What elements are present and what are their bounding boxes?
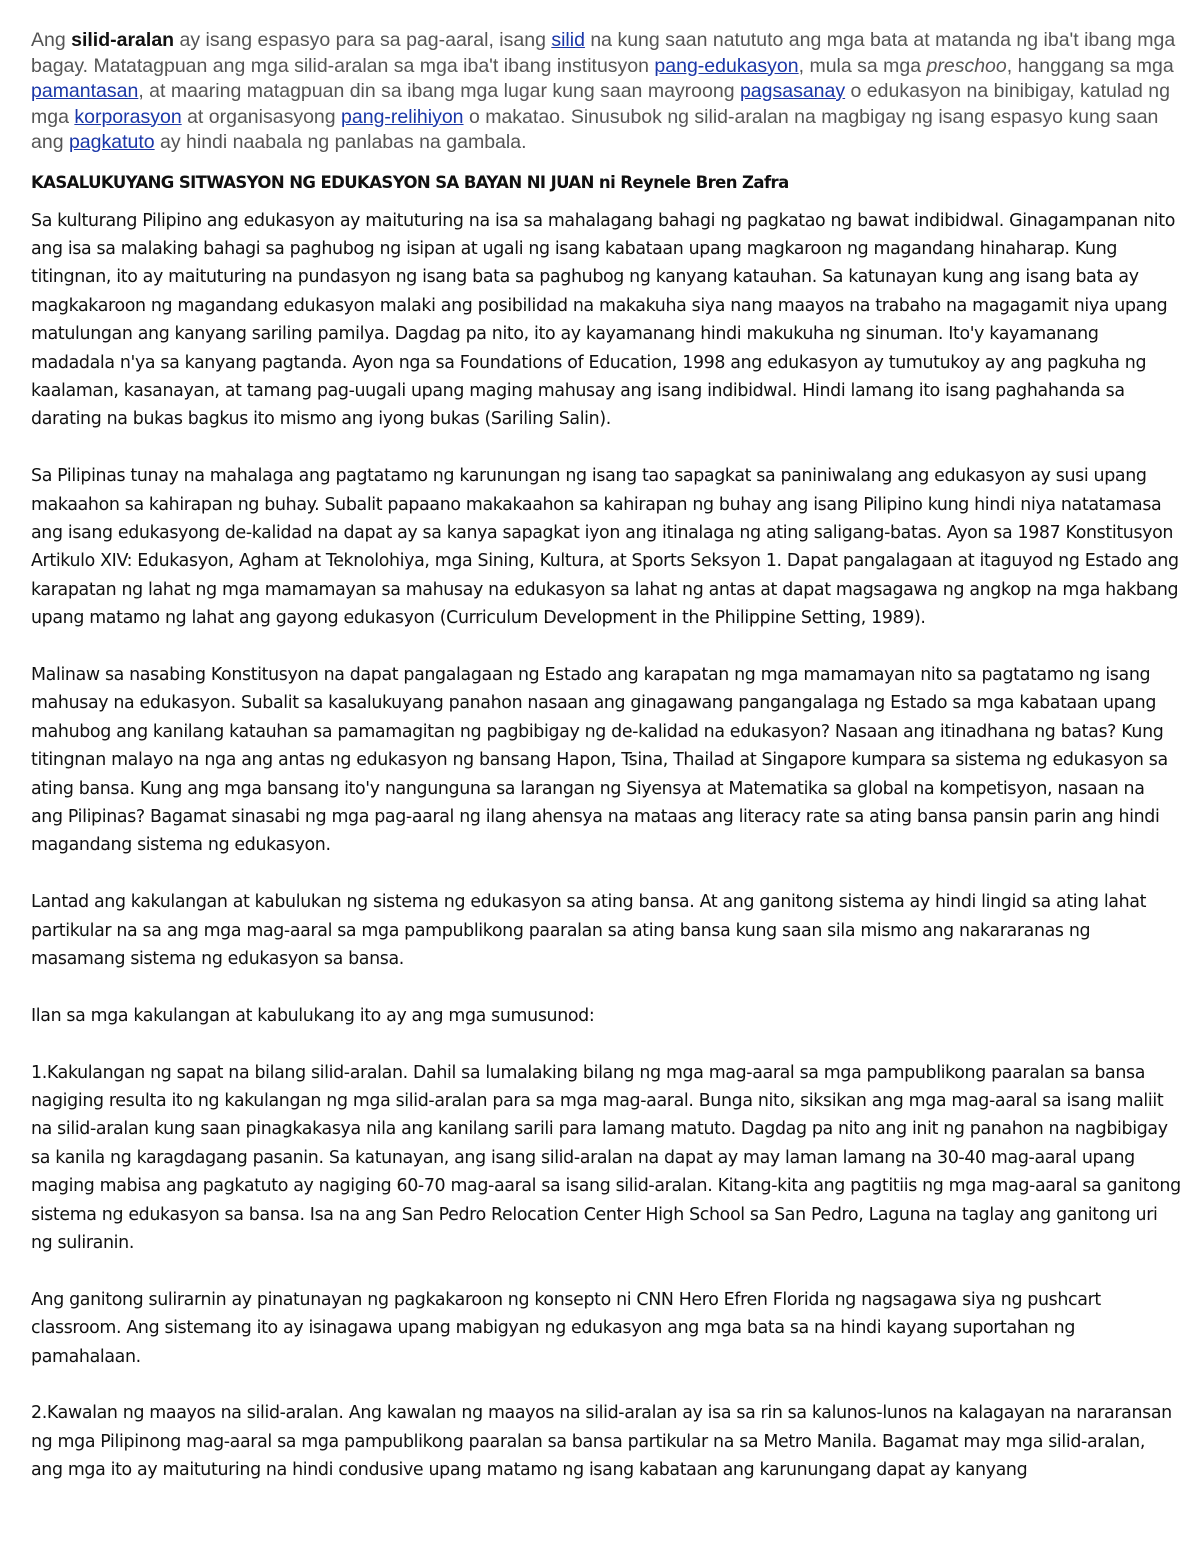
intro-preschool-term: preschoo [926, 54, 1007, 77]
intro-paragraph [31, 28, 1181, 156]
link-pang-relihiyon[interactable]: pang-relihiyon [341, 105, 464, 128]
article-paragraph: Malinaw sa nasabing Konstitusyon na dapat pangalagaan ng Estado ang karapatan ng mga mamamayan nito sa pagtatamo ng isang mahusay na edukasyon. Subalit sa kasalukuyang panahon nasaan ang ginagawang pangangalaga ng Estado sa mga kabataan upang mahubog ang kanilang katauhan sa pamamagitan ng pagbibigay ng de-kalidad na edukasyon? Nasaan ang itinadhana ng batas? Kung titingnan malayo na nga ang antas ng edukasyon ng bansang Hapon, Tsina, Thailad at Singapore kumpara sa sistema ng edukasyon sa ating bansa. Kung ang mga bansang ito'y nangunguna sa larangan ng Siyensya at Matematika sa global na kompetisyon, nasaan na ang Pilipinas? Bagamat sinasabi ng mga pag-aaral ng ilang ahensya na mataas ang literacy rate sa ating bansa pansin parin ang hindi magandang sistema ng edukasyon. [31, 664, 1168, 856]
article-paragraph: Sa Pilipinas tunay na mahalaga ang pagtatamo ng karunungan ng isang tao sapagkat sa paniniwalang ang edukasyon ay susi upang makaahon sa kahirapan ng buhay. Subalit papaano makakaahon sa kahirapan ng buhay ang isang Pilipino kung hindi niya natatamasa ang isang edukasyong de-kalidad na dapat ay sa kanya sapagkat iyon ang itinalaga ng ating saligang-batas. Ayon sa 1987 Konstitusyon Artikulo XIV: Edukasyon, Agham at Teknolohiya, mga Sining, Kultura, at Sports Seksyon 1. Dapat pangalagaan at itaguyod ng Estado ang karapatan ng lahat ng mga mamamayan sa mahusay na edukasyon sa lahat ng antas at dapat magsagawa ng angkop na mga hakbang upang matamo ng lahat ang gayong edukasyon (Curriculum Development in the Philippine Setting, 1989). [31, 466, 1179, 629]
article-paragraph: Ang ganitong sulirarnin ay pinatunayan ng pagkakaroon ng konsepto ni CNN Hero Efren Florida ng nagsagawa siya ng pushcart classroom. Ang sistemang ito ay isinagawa upang mabigyan ng edukasyon ang mga bata sa na hindi kayang suportahan ng pamahalaan. [31, 1289, 1101, 1367]
intro-text: ay isang espasyo para sa pag-aaral, isang [174, 29, 552, 51]
intro-text: ay hindi naabala ng panlabas na gambala. [154, 131, 527, 153]
link-pamantasan[interactable]: pamantasan [31, 80, 139, 102]
intro-text: at organisasyong [181, 105, 342, 128]
intro-text: o edukasyon na binibigay, katulad ng mga [31, 80, 1170, 128]
article-paragraph: Ilan sa mga kakulangan at kabulukang ito ay ang mga sumusunod: [31, 1005, 595, 1026]
intro-text: , mula sa mga [798, 54, 927, 77]
intro-text: , at maaring matagpuan din sa ibang mga lugar kung saan mayroong [138, 80, 740, 102]
article-paragraph: Lantad ang kakulangan at kabulukan ng sistema ng edukasyon sa ating bansa. At ang ganitong sistema ay hindi lingid sa ating lahat partikular na sa ang mga mag-aaral sa mga pampublikong paaralan sa ating bansa kung saan sila mismo ang nakararanas ng masamang sistema ng edukasyon sa bansa. [31, 892, 1147, 970]
intro-text: na kung saan natututo ang mga bata at matanda ng iba't ibang mga bagay. Matatagpuan ang mga silid-aralan sa mga iba't ibang institusyon [31, 29, 1176, 77]
list-item: 2.Kawalan ng maayos na silid-aralan. Ang kawalan ng maayos na silid-aralan ay isa sa rin sa kalunos-lunos na kalagayan na nararansan ng mga Pilipinong mag-aaral sa mga pampublikong paaralan sa bansa partikular na sa Metro Manila. Bagamat may mga silid-aralan, ang mga ito ay maituturing na hindi condusive upang matamo ng isang kabataan ang karunungang dapat ay kanyang [31, 1403, 1172, 1481]
intro-text: o makatao. Sinusubok ng silid-aralan na magbigay ng isang espasyo kung saan ang [31, 105, 1159, 153]
intro-text: Ang [31, 29, 72, 51]
intro-term-silid-aralan: silid-aralan [71, 29, 175, 51]
document-page [31, 0, 1181, 1513]
link-korporasyon[interactable]: korporasyon [74, 105, 182, 128]
link-pang-edukasyon[interactable]: pang-edukasyon [654, 54, 799, 77]
link-pagkatuto[interactable]: pagkatuto [68, 131, 155, 153]
intro-text: , hanggang sa mga [1006, 54, 1174, 77]
article-title: KASALUKUYANG SITWASYON NG EDUKASYON SA BAYAN NI JUAN ni Reynele Bren Zafra [31, 172, 789, 192]
link-silid[interactable]: silid [551, 29, 585, 51]
article-paragraph: Sa kulturang Pilipino ang edukasyon ay maituturing na isa sa mahalagang bahagi ng pagkatao ng bawat indibidwal. Ginagampanan nito ang isa sa malaking bahagi sa paghubog ng isipan at ugali ng isang kabataan upang magkaroon ng magandang hinaharap. Kung titingnan, ito ay maituturing na pundasyon ng isang bata sa paghubog ng kanyang katauhan. Sa katunayan kung ang isang bata ay magkakaroon ng magandang edukasyon malaki ang posibilidad na makakuha siya nang maayos na trabaho na magagamit niya upang matulungan ang kanyang sariling pamilya. Dagdag pa nito, ito ay kayamanang hindi makukuha ng sinuman. Ito'y kayamanang madadala n'ya sa kanyang pagtanda. Ayon nga sa Foundations of Education, 1998 ang edukasyon ay tumutukoy ay ang pagkuha ng kaalaman, kasanayan, at tamang pag-uugali upang maging mahusay ang isang indibidwal. Hindi lamang ito isang paghahanda sa darating na bukas bagkus ito mismo ang iyong bukas (Sariling Salin). [31, 210, 1176, 430]
link-pagsasanay[interactable]: pagsasanay [739, 80, 846, 102]
list-item: 1.Kakulangan ng sapat na bilang silid-aralan. Dahil sa lumalaking bilang ng mga mag-aaral sa mga pampublikong paaralan sa bansa nagiging resulta ito ng kakulangan ng mga silid-aralan para sa mga mag-aaral. Bunga nito, siksikan ang mga mag-aaral sa isang maliit na silid-aralan kung saan pinagkakasya nila ang kanilang sarili para lamang matuto. Dagdag pa nito ang init ng panahon na nagbibigay sa kanila ng karagdagang pasanin. Sa katunayan, ang isang silid-aralan na dapat ay may laman lamang na 30-40 mag-aaral upang maging mabisa ang pagkatuto ay nagiging 60-70 mag-aaral sa isang silid-aralan. Kitang-kita ang pagtitiis ng mga mag-aaral sa ganitong sistema ng edukasyon sa bansa. Isa na ang San Pedro Relocation Center High School sa San Pedro, Laguna na taglay ang ganitong uri ng suliranin. [31, 1062, 1181, 1254]
